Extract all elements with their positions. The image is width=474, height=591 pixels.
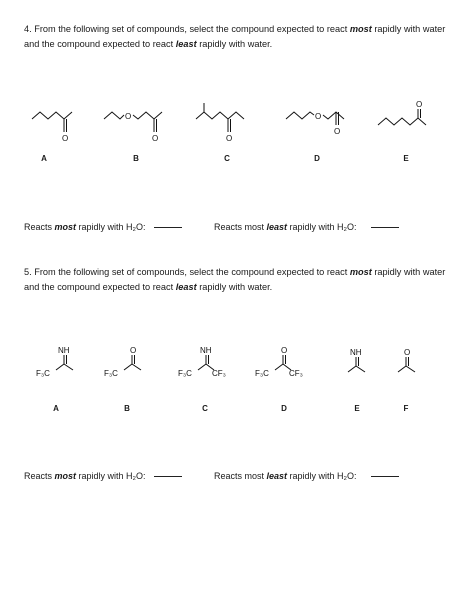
oxygen-atom-label: O — [152, 134, 159, 143]
oxygen-atom-label: O — [315, 112, 322, 121]
structure-5e — [348, 357, 365, 372]
compound-label-4d: D — [314, 154, 320, 163]
q5-least-blank[interactable] — [371, 476, 399, 477]
nh-atom-label: NH — [58, 346, 70, 355]
compound-label-5f: F — [403, 404, 409, 413]
q4-most-answer: Reacts most rapidly with H₂O: — [24, 222, 182, 232]
f3c-atom-label: F₃C — [178, 369, 192, 378]
compound-label-4c: C — [224, 154, 230, 163]
compound-label-4a: A — [41, 154, 47, 163]
q5-structures — [0, 343, 474, 388]
cf3-atom-label: CF₃ — [212, 369, 226, 378]
structure-5c — [198, 355, 214, 370]
oxygen-atom-label: O — [130, 346, 137, 355]
q4-least-blank[interactable] — [371, 227, 399, 228]
structure-4e — [378, 109, 426, 125]
f3c-atom-label: F₃C — [36, 369, 50, 378]
structure-5f — [398, 357, 415, 372]
compound-label-4e: E — [403, 154, 409, 163]
oxygen-atom-label: O — [125, 112, 132, 121]
oxygen-atom-label: O — [334, 127, 341, 136]
structure-5b — [124, 355, 141, 370]
oxygen-atom-label: O — [404, 348, 411, 357]
structure-5a — [56, 355, 73, 370]
compound-label-5e: E — [354, 404, 360, 413]
compound-label-4b: B — [133, 154, 139, 163]
oxygen-atom-label: O — [416, 100, 423, 109]
structure-4c — [196, 103, 244, 132]
oxygen-atom-label: O — [281, 346, 288, 355]
structure-4b — [104, 112, 162, 132]
question-4-text: 4. From the following set of compounds, select the compound expected to react most rapidly with water and the compound expected to react least rapidly with water. — [24, 24, 446, 49]
nh-atom-label: NH — [350, 348, 362, 357]
q5-least-answer: Reacts most least rapidly with H₂O: — [214, 471, 399, 481]
cf3-atom-label: CF₃ — [289, 369, 303, 378]
oxygen-atom-label: O — [226, 134, 233, 143]
f3c-atom-label: F₃C — [104, 369, 118, 378]
f3c-atom-label: F₃C — [255, 369, 269, 378]
q5-most-blank[interactable] — [154, 476, 182, 477]
compound-label-5d: D — [281, 404, 287, 413]
compound-label-5b: B — [124, 404, 130, 413]
q4-structures — [0, 95, 474, 155]
q4-least-answer: Reacts most least rapidly with H₂O: — [214, 222, 399, 232]
structure-5d — [275, 355, 291, 370]
nh-atom-label: NH — [200, 346, 212, 355]
compound-label-5a: A — [53, 404, 59, 413]
q5-most-answer: Reacts most rapidly with H₂O: — [24, 471, 182, 481]
compound-label-5c: C — [202, 404, 208, 413]
oxygen-atom-label: O — [62, 134, 69, 143]
structure-4a — [32, 112, 72, 132]
q4-most-blank[interactable] — [154, 227, 182, 228]
question-5-text: 5. From the following set of compounds, select the compound expected to react most rapidly with water and the compound expected to react least rapidly with water. — [24, 267, 446, 292]
